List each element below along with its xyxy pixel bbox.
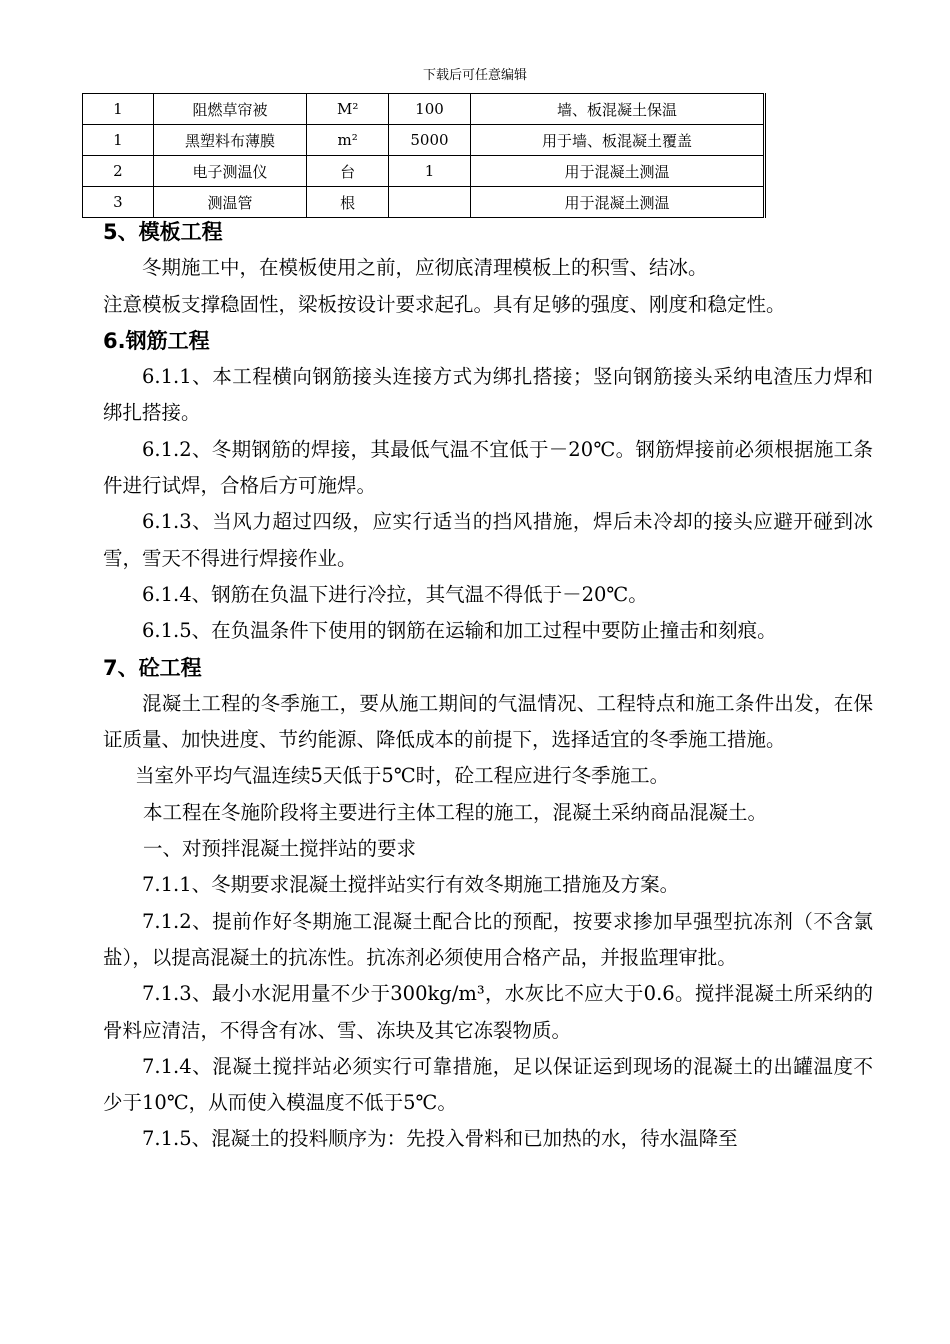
paragraph: 6.1.3、当风力超过四级，应实行适当的挡风措施，焊后未冷却的接头应避开碰到冰雪，雪天不得进行焊接作业。 <box>103 510 873 570</box>
section-heading: 5、模板工程 <box>103 220 223 244</box>
table-cell: m² <box>307 125 389 156</box>
table-cell: 用于墙、板混凝土覆盖 <box>470 125 764 156</box>
table-cell: 阻燃草帘被 <box>153 94 307 125</box>
table-cell: 5000 <box>389 125 471 156</box>
paragraph: 6.1.2、冬期钢筋的焊接，其最低气温不宜低于－20℃。钢筋焊接前必须根据施工条件进行试焊，合格后方可施焊。 <box>103 437 873 498</box>
paragraph: 注意模板支撑稳固性，梁板按设计要求起孔。具有足够的强度、刚度和稳定性。 <box>103 292 786 316</box>
document-body <box>103 214 873 1158</box>
table-cell: 电子测温仪 <box>153 156 307 187</box>
table-row <box>83 187 765 218</box>
table-row <box>83 156 765 187</box>
table-cell: M² <box>307 94 389 125</box>
paragraph: 本工程在冬施阶段将主要进行主体工程的施工，混凝土采纳商品混凝土。 <box>143 800 768 824</box>
paragraph: 当室外平均气温连续5天低于5℃时，砼工程应进行冬季施工。 <box>135 764 670 788</box>
table-cell: 台 <box>307 156 389 187</box>
materials-table <box>82 93 766 218</box>
table-row <box>83 125 765 156</box>
paragraph: 7.1.1、冬期要求混凝土搅拌站实行有效冬期施工措施及方案。 <box>142 873 680 897</box>
table-cell: 测温管 <box>153 187 307 218</box>
paragraph: 6.1.5、在负温条件下使用的钢筋在运输和加工过程中要防止撞击和刻痕。 <box>142 619 777 643</box>
paragraph: 混凝土工程的冬季施工，要从施工期间的气温情况、工程特点和施工条件出发，在保证质量、加快进度、节约能源、降低成本的前提下，选择适宜的冬季施工措施。 <box>103 691 873 752</box>
paragraph: 7.1.3、最小水泥用量不少于300kg/m³，水灰比不应大于0.6。搅拌混凝土所采纳的骨料应清洁，不得含有冰、雪、冻块及其它冻裂物质。 <box>103 982 873 1042</box>
paragraph: 6.1.4、钢筋在负温下进行冷拉，其气温不得低于－20℃。 <box>142 582 648 606</box>
table-cell: 2 <box>83 156 154 187</box>
paragraph: 冬期施工中，在模板使用之前，应彻底清理模板上的积雪、结冰。 <box>142 256 708 280</box>
table-cell <box>389 187 471 218</box>
table-cell: 100 <box>389 94 471 125</box>
table-cell: 3 <box>83 187 154 218</box>
paragraph: 6.1.1、本工程横向钢筋接头连接方式为绑扎搭接；竖向钢筋接头采纳电渣压力焊和绑扎搭接。 <box>103 365 873 425</box>
table-cell: 黑塑料布薄膜 <box>153 125 307 156</box>
table-cell: 1 <box>83 94 154 125</box>
paragraph: 一、对预拌混凝土搅拌站的要求 <box>143 837 417 861</box>
table-cell: 用于混凝土测温 <box>470 156 764 187</box>
paragraph: 7.1.2、提前作好冬期施工混凝土配合比的预配，按要求掺加早强型抗冻剂（不含氯盐），以提高混凝土的抗冻性。抗冻剂必须使用合格产品，并报监理审批。 <box>103 909 873 969</box>
section-heading: 7、砼工程 <box>103 655 202 680</box>
table-cell: 1 <box>389 156 471 187</box>
table-cell: 根 <box>307 187 389 218</box>
table-cell: 墙、板混凝土保温 <box>470 94 764 125</box>
paragraph: 7.1.5、混凝土的投料顺序为：先投入骨料和已加热的水，待水温降至 <box>142 1127 738 1151</box>
page-header: 下载后可任意编辑 <box>422 68 527 83</box>
table-cell: 用于混凝土测温 <box>470 187 764 218</box>
table-row <box>83 94 765 125</box>
table-cell: 1 <box>83 125 154 156</box>
section-heading: 6.钢筋工程 <box>103 328 210 353</box>
paragraph: 7.1.4、混凝土搅拌站必须实行可靠措施，足以保证运到现场的混凝土的出罐温度不少于10℃，从而使入模温度不低于5℃。 <box>103 1054 873 1115</box>
